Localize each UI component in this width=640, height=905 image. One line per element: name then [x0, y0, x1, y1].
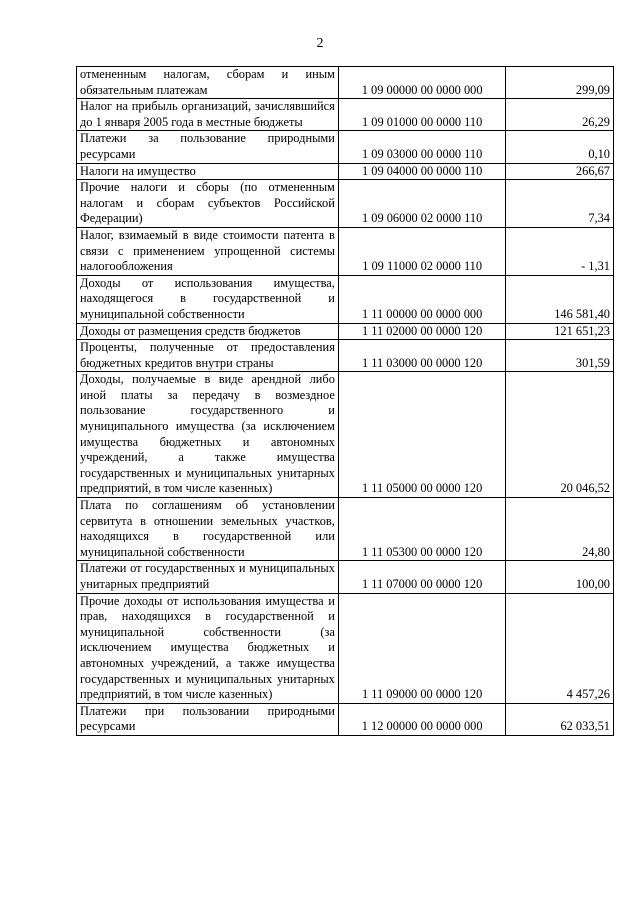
amount-cell: 121 651,23 [506, 323, 614, 340]
revenue-name-cell: Налоги на имущество [77, 163, 339, 180]
revenue-name-cell: отмененным налогам, сборам и иным обязательным платежам [77, 67, 339, 99]
amount-cell: 100,00 [506, 561, 614, 593]
revenue-name-cell: Доходы, получаемые в виде арендной либо иной платы за передачу в возмездное пользование государственного и муниципального имущества (за исключением имущества бюджетных и автономных учреждений, а также имущества государственных и муниципальных унитарных предприятий, в том числе казенных) [77, 372, 339, 498]
table-row [77, 498, 614, 561]
budget-code-cell: 1 11 00000 00 0000 000 [338, 275, 505, 323]
amount-cell: 7,34 [506, 180, 614, 228]
budget-code-cell: 1 09 04000 00 0000 110 [338, 163, 505, 180]
budget-revenue-table [76, 66, 614, 736]
budget-code-cell: 1 09 03000 00 0000 110 [338, 131, 505, 163]
budget-code-cell: 1 11 02000 00 0000 120 [338, 323, 505, 340]
table-row [77, 227, 614, 275]
revenue-name-cell: Платежи при пользовании природными ресурсами [77, 703, 339, 735]
amount-cell: 266,67 [506, 163, 614, 180]
revenue-name-cell: Доходы от размещения средств бюджетов [77, 323, 339, 340]
table-row [77, 163, 614, 180]
table-row [77, 561, 614, 593]
budget-code-cell: 1 11 03000 00 0000 120 [338, 340, 505, 372]
revenue-name-cell: Прочие налоги и сборы (по отмененным налогам и сборам субъектов Российской Федерации) [77, 180, 339, 228]
table-row [77, 340, 614, 372]
amount-cell: 26,29 [506, 99, 614, 131]
budget-code-cell: 1 09 00000 00 0000 000 [338, 67, 505, 99]
table-row [77, 323, 614, 340]
amount-cell: 301,59 [506, 340, 614, 372]
table-row [77, 703, 614, 735]
budget-code-cell: 1 11 09000 00 0000 120 [338, 593, 505, 703]
budget-code-cell: 1 09 06000 02 0000 110 [338, 180, 505, 228]
amount-cell: 20 046,52 [506, 372, 614, 498]
revenue-name-cell: Проценты, полученные от предоставления бюджетных кредитов внутри страны [77, 340, 339, 372]
revenue-name-cell: Налог, взимаемый в виде стоимости патента в связи с применением упрощенной системы налогообложения [77, 227, 339, 275]
budget-code-cell: 1 11 07000 00 0000 120 [338, 561, 505, 593]
revenue-name-cell: Плата по соглашениям об установлении сервитута в отношении земельных участков, находящихся в государственной или муниципальной собственности [77, 498, 339, 561]
revenue-name-cell: Платежи от государственных и муниципальных унитарных предприятий [77, 561, 339, 593]
table-row [77, 275, 614, 323]
table-row [77, 67, 614, 99]
amount-cell: 0,10 [506, 131, 614, 163]
budget-code-cell: 1 11 05000 00 0000 120 [338, 372, 505, 498]
page-number: 2 [316, 36, 324, 51]
table-row [77, 593, 614, 703]
table-row [77, 372, 614, 498]
table-row [77, 131, 614, 163]
amount-cell: 146 581,40 [506, 275, 614, 323]
revenue-name-cell: Платежи за пользование природными ресурсами [77, 131, 339, 163]
table-row [77, 99, 614, 131]
amount-cell: 299,09 [506, 67, 614, 99]
revenue-name-cell: Налог на прибыль организаций, зачислявшийся до 1 января 2005 года в местные бюджеты [77, 99, 339, 131]
table-row [77, 180, 614, 228]
budget-code-cell: 1 09 11000 02 0000 110 [338, 227, 505, 275]
revenue-name-cell: Доходы от использования имущества, находящегося в государственной и муниципальной собственности [77, 275, 339, 323]
amount-cell: - 1,31 [506, 227, 614, 275]
amount-cell: 62 033,51 [506, 703, 614, 735]
budget-code-cell: 1 12 00000 00 0000 000 [338, 703, 505, 735]
amount-cell: 4 457,26 [506, 593, 614, 703]
revenue-name-cell: Прочие доходы от использования имущества и прав, находящихся в государственной и муниципальной собственности (за исключением имущества бюджетных и автономных учреждений, а также имущества государственных и муниципальных унитарных предприятий, в том числе казенных) [77, 593, 339, 703]
amount-cell: 24,80 [506, 498, 614, 561]
table-body [77, 67, 614, 736]
budget-code-cell: 1 11 05300 00 0000 120 [338, 498, 505, 561]
budget-code-cell: 1 09 01000 00 0000 110 [338, 99, 505, 131]
